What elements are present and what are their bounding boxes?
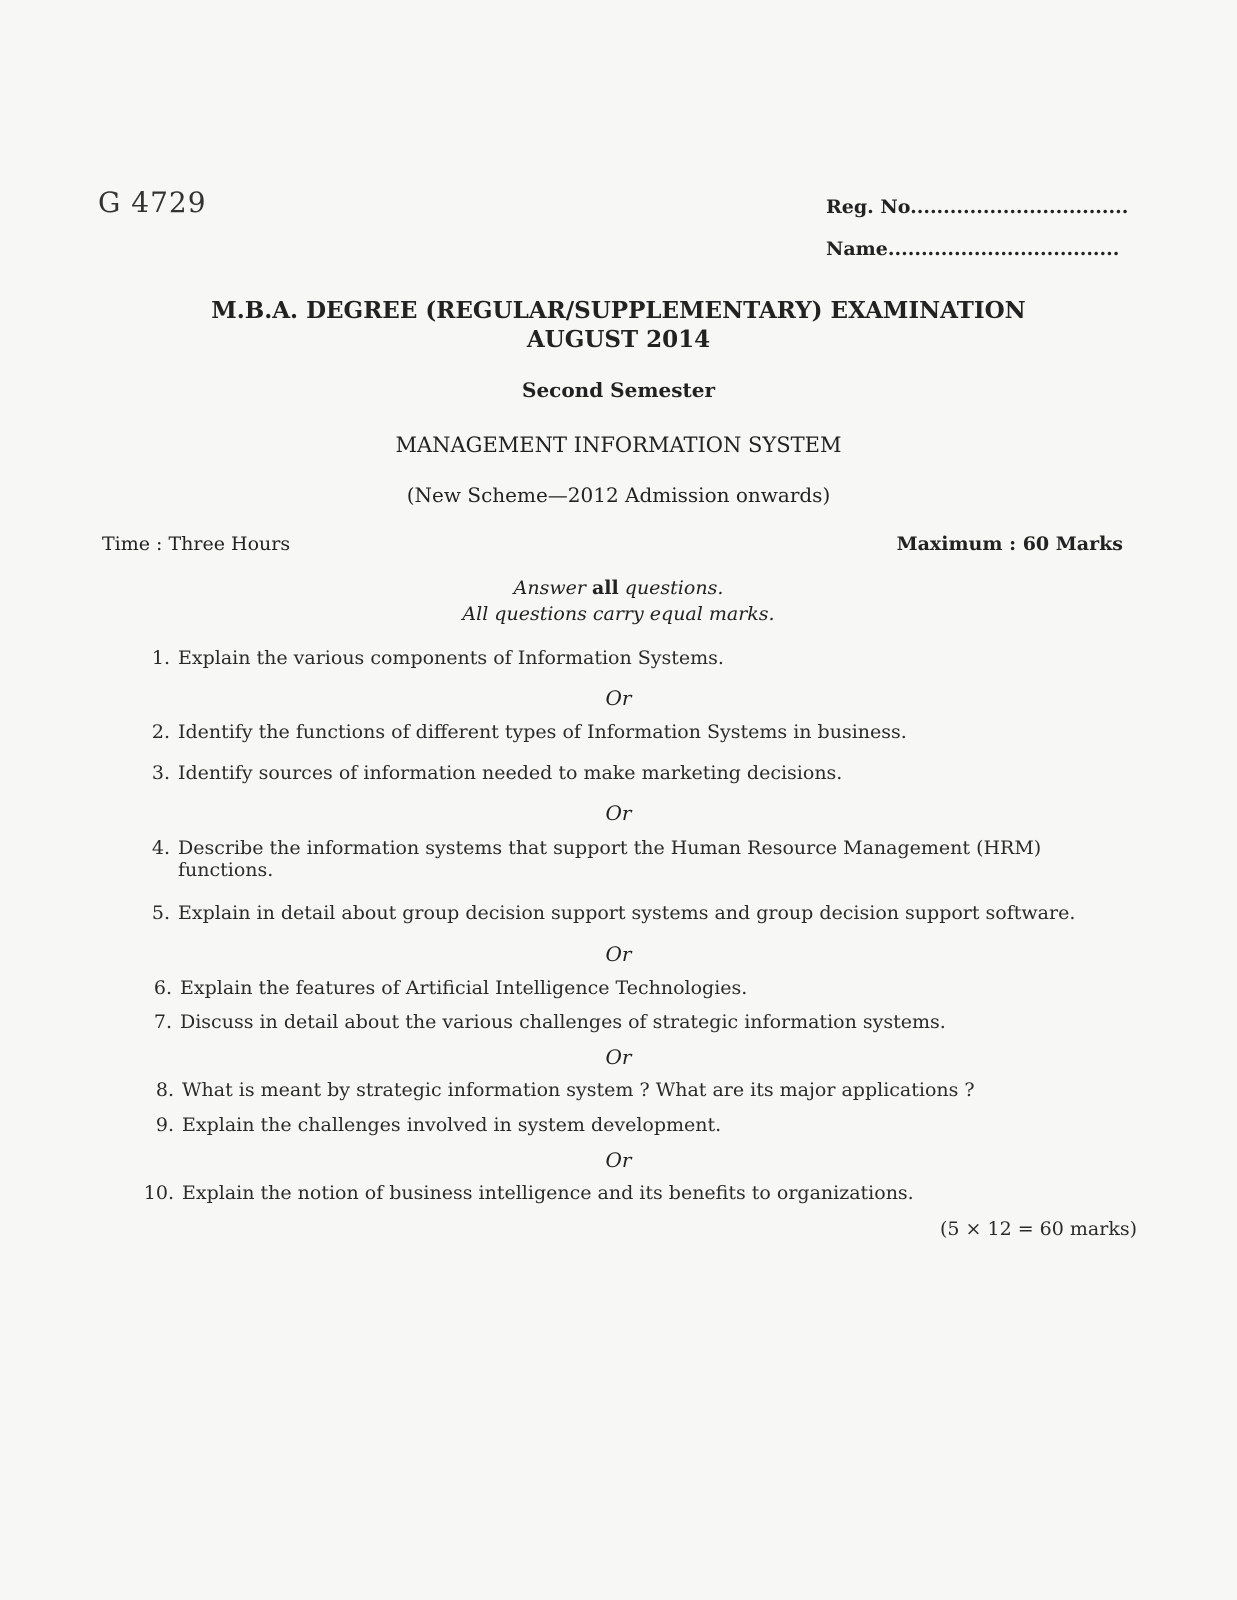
question-text: Explain the various components of Information Systems. [178,647,724,669]
question-1 [130,647,724,669]
semester: Second Semester [522,378,715,402]
question-number: 8. [155,1079,174,1101]
question-number: 4. [151,837,170,859]
question-4 [130,837,1041,881]
reg-no-field: Reg. No................................. [826,196,1129,218]
question-text: Explain the features of Artificial Intelligence Technologies. [180,977,748,999]
question-10 [134,1182,914,1204]
instruction-1 [0,577,1237,599]
question-text: Identify sources of information needed to make marketing decisions. [178,762,843,784]
question-number: 7. [153,1011,172,1033]
question-text: Explain in detail about group decision support systems and group decision support software. [178,902,1076,924]
or-separator: Or [605,1148,632,1172]
instruction-2: All questions carry equal marks. [462,603,775,625]
question-9 [134,1114,721,1136]
or-separator: Or [605,942,632,966]
question-5 [130,902,1075,924]
question-3 [130,762,842,784]
scheme: (New Scheme—2012 Admission onwards) [406,483,831,507]
question-number: 6. [153,977,172,999]
question-number: 1. [151,647,170,669]
time-allowed: Time : Three Hours [102,533,291,555]
question-8 [134,1079,975,1101]
question-text: Identify the functions of different types of Information Systems in business. [178,721,907,743]
question-7 [132,1011,946,1033]
name-field: Name................................... [826,238,1120,260]
question-number: 5. [151,902,170,924]
exam-title: M.B.A. DEGREE (REGULAR/SUPPLEMENTARY) EXAMINATION [211,297,1026,324]
paper-code: G 4729 [98,186,207,219]
or-separator: Or [605,801,632,825]
question-number: 9. [155,1114,174,1136]
or-separator: Or [605,686,632,710]
question-text: Explain the notion of business intelligence and its benefits to organizations. [182,1182,914,1204]
question-text: What is meant by strategic information system ? What are its major applications ? [182,1079,975,1101]
question-text-cont: functions. [178,859,274,881]
max-marks: Maximum : 60 Marks [896,533,1123,555]
question-text: Discuss in detail about the various challenges of strategic information systems. [180,1011,946,1033]
question-text: Describe the information systems that support the Human Resource Management (HRM) [178,837,1042,859]
question-text: Explain the challenges involved in system development. [182,1114,722,1136]
question-number: 10. [143,1182,174,1204]
total-marks: (5 × 12 = 60 marks) [940,1218,1137,1240]
or-separator: Or [605,1045,632,1069]
question-number: 2. [151,721,170,743]
instr-bold: all [591,577,619,599]
question-number: 3. [151,762,170,784]
instr-text: questions. [624,577,724,599]
question-2 [130,721,907,743]
subject: MANAGEMENT INFORMATION SYSTEM [395,433,842,457]
question-6 [132,977,747,999]
instr-text: Answer [513,577,586,599]
exam-date: AUGUST 2014 [526,326,711,353]
